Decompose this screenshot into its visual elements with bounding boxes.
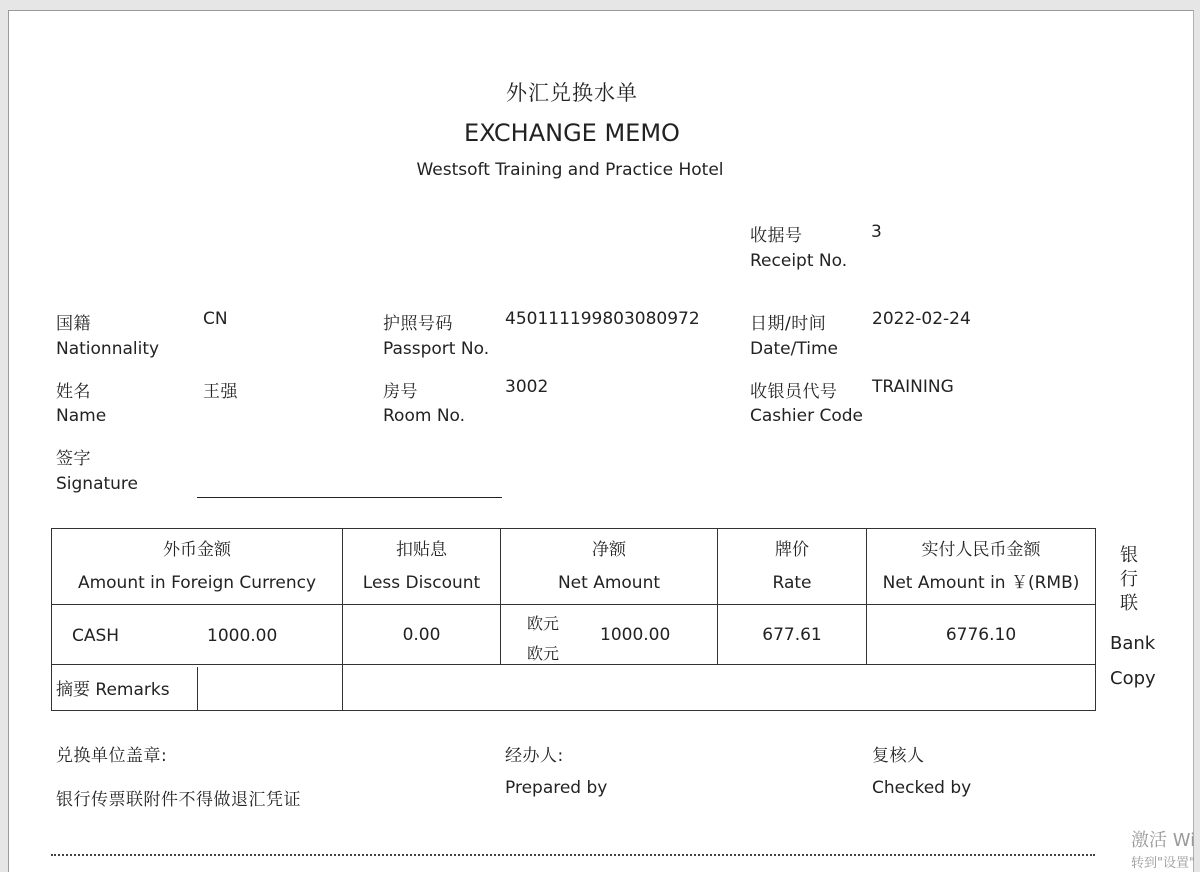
remarks-row [52, 665, 1096, 711]
bank-copy-en-2: Copy [1110, 668, 1156, 689]
remarks-divider [197, 667, 198, 711]
payment-type: CASH [72, 625, 120, 646]
activation-watermark-subtitle: 转到"设置" [1131, 856, 1195, 871]
signature-label-en: Signature [56, 474, 139, 494]
footer-note: 银行传票联附件不得做退汇凭证 [56, 790, 301, 810]
currency-top: 欧元 [527, 613, 560, 633]
room-value: 3002 [505, 377, 549, 397]
currency-bottom: 欧元 [527, 643, 560, 663]
table-header-row [52, 529, 1096, 605]
header-cn: 扣贴息 [396, 539, 447, 560]
datetime-label-en: Date/Time [750, 339, 838, 359]
header-cn: 牌价 [775, 539, 809, 560]
header-en: Amount in Foreign Currency [77, 572, 317, 593]
bank-copy-label [1120, 544, 1138, 616]
name-label-cn: 姓名 [56, 382, 91, 402]
foreign-amount-value: 1000.00 [207, 625, 278, 646]
checked-label-en: Checked by [872, 778, 972, 798]
exchange-table [51, 528, 1096, 711]
cashier-label-cn: 收银员代号 [750, 382, 838, 402]
nationality-value: CN [203, 309, 228, 329]
cell-discount: 0.00 [343, 605, 501, 665]
datetime-label-cn: 日期/时间 [750, 314, 827, 334]
signature-label-cn: 签字 [56, 449, 91, 469]
net-amount-value: 1000.00 [600, 624, 671, 645]
cashier-label-en: Cashier Code [750, 406, 864, 426]
passport-label-en: Passport No. [383, 339, 490, 359]
cell-rate: 677.61 [718, 605, 867, 665]
table-row [52, 605, 1096, 665]
bank-copy-en-1: Bank [1110, 633, 1156, 654]
checked-label-cn: 复核人 [872, 746, 925, 766]
header-en: Less Discount [362, 572, 481, 593]
receipt-label-en: Receipt No. [750, 251, 848, 271]
receipt-label-cn: 收据号 [750, 226, 803, 246]
passport-label-cn: 护照号码 [383, 314, 453, 334]
receipt-value: 3 [871, 222, 882, 242]
header-cn: 实付人民币金额 [921, 539, 1041, 560]
header-rmb [867, 529, 1096, 605]
nationality-label-en: Nationnality [56, 339, 160, 359]
cell-foreign-amount [52, 605, 343, 665]
header-discount [343, 529, 501, 605]
header-en: Rate [772, 572, 812, 593]
cell-rmb: 6776.10 [867, 605, 1096, 665]
remarks-value [343, 665, 1096, 711]
hotel-name: Westsoft Training and Practice Hotel [416, 160, 724, 180]
header-cn: 净额 [592, 539, 626, 560]
memo-title-en: EXCHANGE MEMO [464, 119, 680, 147]
passport-value: 450111199803080972 [505, 309, 700, 329]
header-en: Net Amount [557, 572, 661, 593]
prepared-label-en: Prepared by [505, 778, 608, 798]
prepared-label-cn: 经办人: [505, 746, 564, 766]
header-foreign-amount [52, 529, 343, 605]
cell-net-amount [501, 605, 718, 665]
activation-watermark-title: 激活 Wi [1131, 830, 1196, 851]
exchange-memo-page [8, 10, 1194, 872]
header-cn: 外币金额 [163, 539, 231, 560]
tear-line [51, 854, 1095, 856]
bank-copy-cn-3: 联 [1120, 593, 1138, 614]
stamp-label: 兑换单位盖章: [56, 746, 168, 766]
bank-copy-cn-2: 行 [1120, 569, 1138, 590]
memo-title-cn: 外汇兑换水单 [506, 81, 638, 105]
remarks-label-text: 摘要 Remarks [56, 680, 170, 700]
datetime-value: 2022-02-24 [872, 309, 971, 329]
signature-line [197, 497, 502, 498]
name-label-en: Name [56, 406, 107, 426]
header-en: Net Amount in ￥(RMB) [882, 572, 1080, 593]
header-net-amount [501, 529, 718, 605]
cashier-value: TRAINING [872, 377, 954, 397]
room-label-cn: 房号 [383, 382, 418, 402]
nationality-label-cn: 国籍 [56, 314, 91, 334]
room-label-en: Room No. [383, 406, 466, 426]
header-rate [718, 529, 867, 605]
bank-copy-cn-1: 银 [1120, 545, 1138, 566]
name-value: 王强 [203, 382, 238, 402]
